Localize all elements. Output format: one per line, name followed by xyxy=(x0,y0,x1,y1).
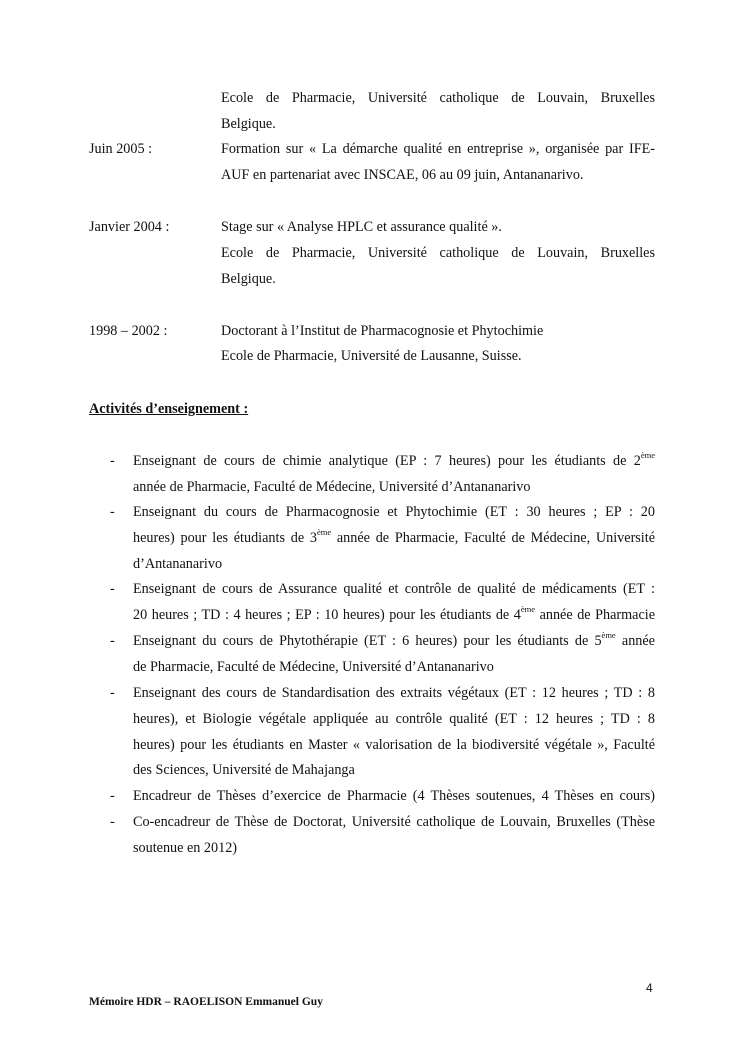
page-footer: Mémoire HDR – RAOELISON Emmanuel Guy xyxy=(89,996,323,1008)
bullet-3-text-a: 20 heures ; TD : 4 heures ; EP : 10 heures) pour les étudiants de 4 xyxy=(133,607,521,623)
entry-janvier-2004-line-1: Stage sur « Analyse HPLC et assurance qualité ». xyxy=(221,219,502,235)
bullet-3-line-2 xyxy=(133,604,655,623)
entry-date-1998-2002: 1998 – 2002 : xyxy=(89,323,168,339)
bullet-dash: - xyxy=(110,814,115,830)
entry-date-juin-2005: Juin 2005 : xyxy=(89,141,153,157)
superscript: ème xyxy=(640,450,655,461)
bullet-dash: - xyxy=(110,504,115,520)
entry-1998-2002-line-2: Ecole de Pharmacie, Université de Lausanne, Suisse. xyxy=(221,348,522,364)
bullet-dash: - xyxy=(110,581,115,597)
bullet-2-line-2 xyxy=(133,527,655,546)
bullet-dash: - xyxy=(110,788,115,804)
bullet-3-line-1: Enseignant de cours de Assurance qualité et contrôle de qualité de médicaments (ET : xyxy=(133,581,655,597)
entry-juin-2005-line-1: Formation sur « La démarche qualité en entreprise », organisée par IFE- xyxy=(221,141,655,157)
bullet-5-line-3: heures) pour les étudiants en Master « valorisation de la biodiversité végétale », Faculté xyxy=(133,737,655,753)
entry-date-janvier-2004: Janvier 2004 : xyxy=(89,219,170,235)
superscript: ème xyxy=(601,630,616,641)
bullet-7-line-2: soutenue en 2012) xyxy=(133,840,238,856)
entry-janvier-2004-line-3: Belgique. xyxy=(221,271,276,287)
bullet-2-text-b: année de Pharmacie, Faculté de Médecine, Université xyxy=(331,530,655,546)
bullet-4-line-1 xyxy=(133,630,655,649)
bullet-2-line-1: Enseignant du cours de Pharmacognosie et Phytochimie (ET : 30 heures ; EP : 20 xyxy=(133,504,655,520)
training-top-line-2: Belgique. xyxy=(221,116,276,132)
bullet-4-line-2: de Pharmacie, Faculté de Médecine, Université d’Antananarivo xyxy=(133,659,494,675)
bullet-5-line-4: des Sciences, Université de Mahajanga xyxy=(133,762,355,778)
bullet-2-text-a: heures) pour les étudiants de 3 xyxy=(133,530,317,546)
section-heading-teaching: Activités d’enseignement : xyxy=(89,401,249,417)
superscript: ème xyxy=(316,527,332,538)
bullet-5-line-2: heures), et Biologie végétale appliquée au contrôle qualité (ET : 12 heures ; TD : 8 xyxy=(133,711,655,727)
entry-janvier-2004-line-2: Ecole de Pharmacie, Université catholique de Louvain, Bruxelles xyxy=(221,245,655,261)
bullet-6-line-1: Encadreur de Thèses d’exercice de Pharmacie (4 Thèses soutenues, 4 Thèses en cours) xyxy=(133,788,655,804)
bullet-dash: - xyxy=(110,633,115,649)
entry-1998-2002-line-1: Doctorant à l’Institut de Pharmacognosie et Phytochimie xyxy=(221,323,544,339)
training-top-line-1: Ecole de Pharmacie, Université catholique de Louvain, Bruxelles xyxy=(221,90,655,106)
bullet-4-text-b: année xyxy=(615,633,655,649)
bullet-1-line-1 xyxy=(133,450,655,469)
page-number: 4 xyxy=(646,981,653,995)
bullet-2-line-3: d’Antananarivo xyxy=(133,556,223,572)
bullet-dash: - xyxy=(110,685,115,701)
bullet-7-line-1: Co-encadreur de Thèse de Doctorat, Université catholique de Louvain, Bruxelles (Thèse xyxy=(133,814,655,830)
entry-juin-2005-line-2: AUF en partenariat avec INSCAE, 06 au 09 juin, Antananarivo. xyxy=(221,167,584,183)
bullet-4-text-a: Enseignant du cours de Phytothérapie (ET : 6 heures) pour les étudiants de 5 xyxy=(133,633,602,649)
bullet-dash: - xyxy=(110,453,115,469)
bullet-3-text-b: année de Pharmacie xyxy=(535,607,655,623)
bullet-5-line-1: Enseignant des cours de Standardisation des extraits végétaux (ET : 12 heures ; TD : 8 xyxy=(133,685,655,701)
bullet-1-line-2: année de Pharmacie, Faculté de Médecine, Université d’Antananarivo xyxy=(133,479,531,495)
superscript: ème xyxy=(520,604,536,615)
bullet-1-text: Enseignant de cours de chimie analytique (EP : 7 heures) pour les étudiants de 2 xyxy=(133,453,641,469)
